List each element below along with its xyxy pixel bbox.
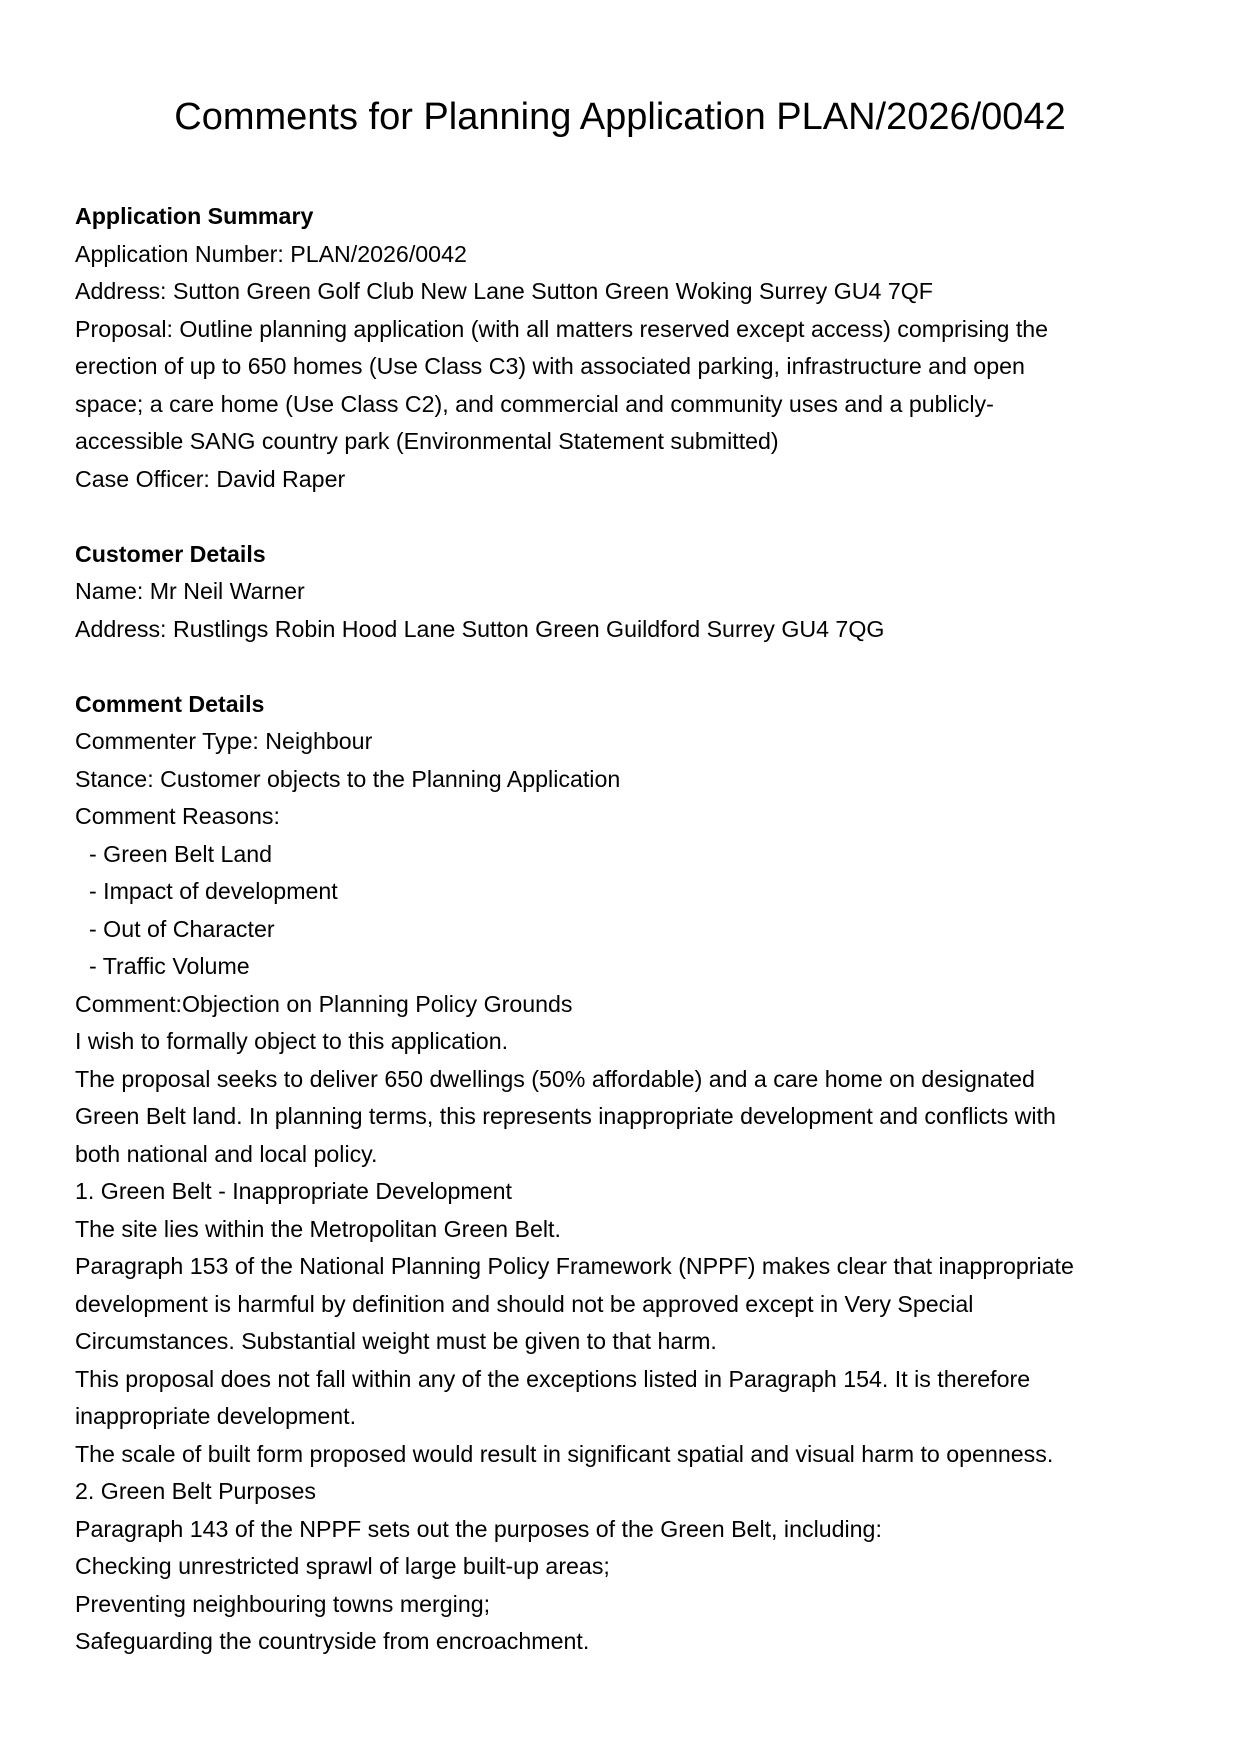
comment-reason-item: - Impact of development xyxy=(89,878,338,904)
document-body xyxy=(75,198,1185,1661)
page-title: Comments for Planning Application PLAN/2026/0042 xyxy=(174,96,1066,138)
application-number: Application Number: PLAN/2026/0042 xyxy=(75,240,467,267)
stance: Stance: Customer objects to the Planning Application xyxy=(75,765,621,792)
customer-address: Address: Rustlings Robin Hood Lane Sutton Green Guildford Surrey GU4 7QG xyxy=(75,615,885,642)
section-spacer xyxy=(75,648,1185,686)
comment-text-line: Comment:Objection on Planning Policy Grounds xyxy=(75,990,573,1017)
case-officer: Case Officer: David Raper xyxy=(75,465,346,492)
comment-text-line: 2. Green Belt Purposes xyxy=(75,1478,317,1504)
comment-text-line: The proposal seeks to deliver 650 dwellings (50% affordable) and a care home on designated xyxy=(75,1065,1035,1092)
comment-text-line: Checking unrestricted sprawl of large built-up areas; xyxy=(75,1553,610,1579)
application-summary-heading: Application Summary xyxy=(75,203,314,229)
proposal-line: erection of up to 650 homes (Use Class C3) with associated parking, infrastructure and open xyxy=(75,353,1025,379)
proposal-line: accessible SANG country park (Environmental Statement submitted) xyxy=(75,428,779,454)
commenter-type: Commenter Type: Neighbour xyxy=(75,728,373,754)
customer-name: Name: Mr Neil Warner xyxy=(75,578,305,604)
application-summary-section xyxy=(75,198,1185,498)
comment-text-line: I wish to formally object to this application. xyxy=(75,1028,509,1054)
proposal-line: Proposal: Outline planning application (with all matters reserved except access) comprising the xyxy=(75,315,1049,342)
comment-reason-item: - Out of Character xyxy=(89,915,275,942)
section-spacer xyxy=(75,498,1185,536)
customer-details-section xyxy=(75,536,1185,649)
comment-reason-item: - Green Belt Land xyxy=(89,840,273,867)
comment-details-section xyxy=(75,686,1185,1661)
comment-text-line: The scale of built form proposed would result in significant spatial and visual harm to openness. xyxy=(75,1440,1054,1467)
comment-text-line: Paragraph 143 of the NPPF sets out the purposes of the Green Belt, including: xyxy=(75,1515,882,1542)
comment-text-line: This proposal does not fall within any of the exceptions listed in Paragraph 154. It is therefore xyxy=(75,1365,1031,1392)
comment-text-line: both national and local policy. xyxy=(75,1140,378,1167)
comment-text-line: Safeguarding the countryside from encroachment. xyxy=(75,1628,590,1654)
comment-text-line: Circumstances. Substantial weight must be given to that harm. xyxy=(75,1328,717,1354)
comment-text-line: Preventing neighbouring towns merging; xyxy=(75,1590,491,1617)
comment-text-line: The site lies within the Metropolitan Green Belt. xyxy=(75,1215,561,1242)
comment-text-line: inappropriate development. xyxy=(75,1403,357,1429)
comment-reasons-label: Comment Reasons: xyxy=(75,803,280,829)
proposal-line: space; a care home (Use Class C2), and commercial and community uses and a publicly- xyxy=(75,390,994,417)
comment-reason-item: - Traffic Volume xyxy=(89,953,250,979)
comment-text-line: Green Belt land. In planning terms, this represents inappropriate development and conflicts with xyxy=(75,1103,1056,1129)
comment-details-heading: Comment Details xyxy=(75,690,265,717)
customer-details-heading: Customer Details xyxy=(75,540,266,567)
comment-text-line: Paragraph 153 of the National Planning Policy Framework (NPPF) makes clear that inappropriate xyxy=(75,1253,1074,1279)
comment-text-line: development is harmful by definition and should not be approved except in Very Special xyxy=(75,1290,974,1317)
application-address: Address: Sutton Green Golf Club New Lane Sutton Green Woking Surrey GU4 7QF xyxy=(75,278,933,304)
comment-text-line: 1. Green Belt - Inappropriate Development xyxy=(75,1178,512,1204)
